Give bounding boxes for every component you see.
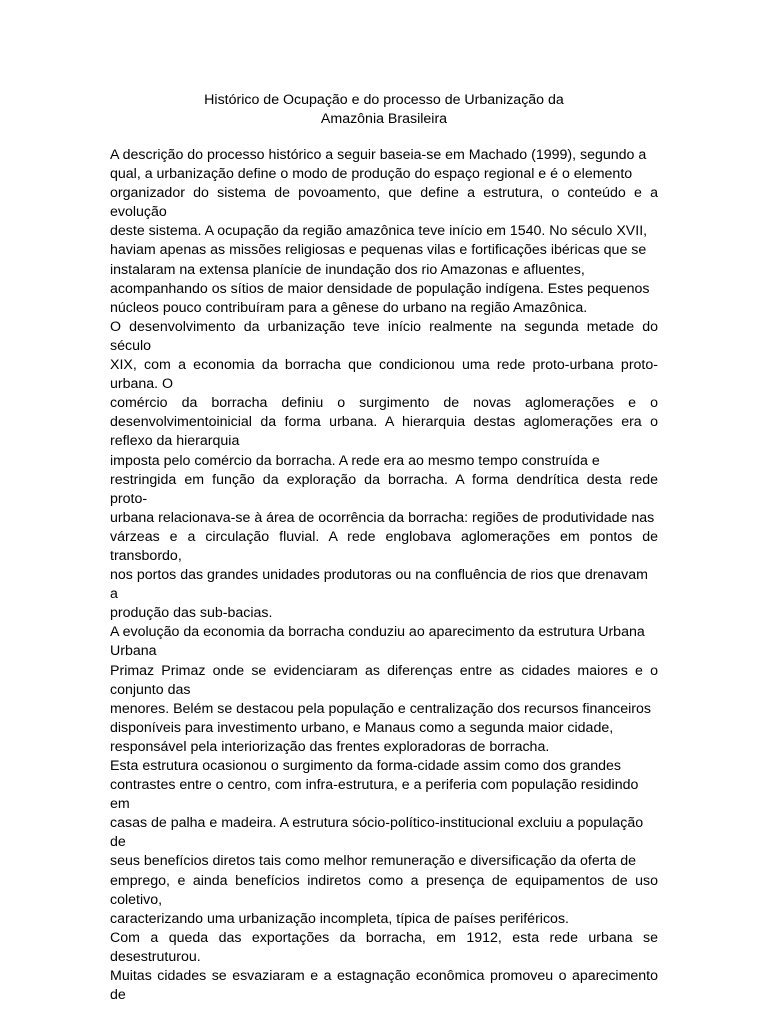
body-line: casas de palha e madeira. A estrutura sócio-político-institucional excluiu a população	[110, 815, 644, 832]
body-line: responsável pela interiorização das frentes exploradoras de borracha.	[110, 738, 550, 755]
body-line: deste sistema. A ocupação da região amazônica teve início em 1540. No século XVII,	[110, 223, 648, 240]
body-line: desenvolvimentoinicial da forma urbana. A hierarquia destas aglomerações era o	[110, 414, 658, 431]
body-line: restringida em função da exploração da borracha. A forma dendrítica desta rede	[110, 471, 658, 488]
body-line: em	[110, 796, 130, 813]
body-line: Urbana	[110, 643, 157, 660]
body-line: urbana. O	[110, 376, 174, 393]
document-title-line-2: Amazônia Brasileira	[320, 111, 448, 127]
body-line: O desenvolvimento da urbanização teve início realmente na segunda metade do	[110, 318, 658, 335]
body-line: comércio da borracha definiu o surgimento de novas aglomerações e o	[110, 395, 658, 412]
body-line: seus benefícios diretos tais como melhor remuneração e diversificação da oferta de	[110, 853, 636, 870]
body-line: organizador do sistema de povoamento, que define a estrutura, o conteúdo e a	[110, 185, 658, 202]
body-line: núcleos pouco contribuíram para a gênese do urbano na região Amazônica.	[110, 299, 588, 316]
body-line: haviam apenas as missões religiosas e pequenas vilas e fortificações ibéricas que se	[110, 242, 647, 259]
body-line: A descrição do processo histórico a seguir baseia-se em Machado (1999), segundo a	[110, 147, 647, 163]
body-line: urbana relacionava-se à área de ocorrência da borracha: regiões de produtividade nas	[110, 509, 655, 526]
body-line: transbordo,	[110, 547, 182, 564]
body-line: reflexo da hierarquia	[110, 433, 240, 450]
body-line: menores. Belém se destacou pela população e centralização dos recursos financeiros	[110, 700, 652, 717]
body-line: qual, a urbanização define o modo de produção do espaço regional e é o elemento	[110, 166, 633, 183]
body-line: instalaram na extensa planície de inundação dos rio Amazonas e afluentes,	[110, 261, 585, 278]
body-line: acompanhando os sítios de maior densidade de população indígena. Estes pequenos	[110, 280, 650, 297]
body-line: coletivo,	[110, 891, 163, 908]
body-line: evolução	[110, 204, 167, 221]
body-line: imposta pelo comércio da borracha. A rede era ao mesmo tempo construída e	[110, 452, 600, 469]
body-line: produção das sub-bacias.	[110, 605, 273, 622]
body-line: emprego, e ainda benefícios indiretos como a presença de equipamentos de uso	[110, 872, 658, 889]
body-line: disponíveis para investimento urbano, e Manaus como a segunda maior cidade,	[110, 719, 614, 736]
body-line: Muitas cidades se esvaziaram e a estagnação econômica promoveu o aparecimento	[110, 968, 658, 985]
body-line: de	[110, 987, 126, 1004]
body-line: A evolução da economia da borracha conduziu ao aparecimento da estrutura Urbana	[110, 624, 645, 641]
body-line: nos portos das grandes unidades produtoras ou na confluência de rios que drenavam	[110, 567, 648, 584]
body-line: a	[110, 586, 118, 603]
document-body	[110, 146, 658, 1005]
body-line: Com a queda das exportações da borracha, em 1912, esta rede urbana se	[110, 929, 658, 946]
body-line: desestruturou.	[110, 948, 201, 965]
body-line: XIX, com a economia da borracha que condicionou uma rede proto-urbana proto-	[110, 357, 658, 374]
body-line: caracterizando uma urbanização incompleta, típica de países periféricos.	[110, 910, 569, 927]
document-title-line-1: Histórico de Ocupação e do processo de Urbanização da	[204, 92, 564, 108]
body-line: de	[110, 834, 126, 851]
body-line: contrastes entre o centro, com infra-estrutura, e a periferia com população residindo	[110, 777, 639, 794]
body-line: várzeas e a circulação fluvial. A rede englobava aglomerações em pontos de	[110, 528, 658, 545]
body-line: Esta estrutura ocasionou o surgimento da forma-cidade assim como dos grandes	[110, 758, 622, 774]
body-line: Primaz Primaz onde se evidenciaram as diferenças entre as cidades maiores e o	[110, 662, 658, 679]
body-line: século	[110, 337, 152, 354]
body-line: conjunto das	[110, 681, 191, 698]
body-line: proto-	[110, 490, 148, 507]
